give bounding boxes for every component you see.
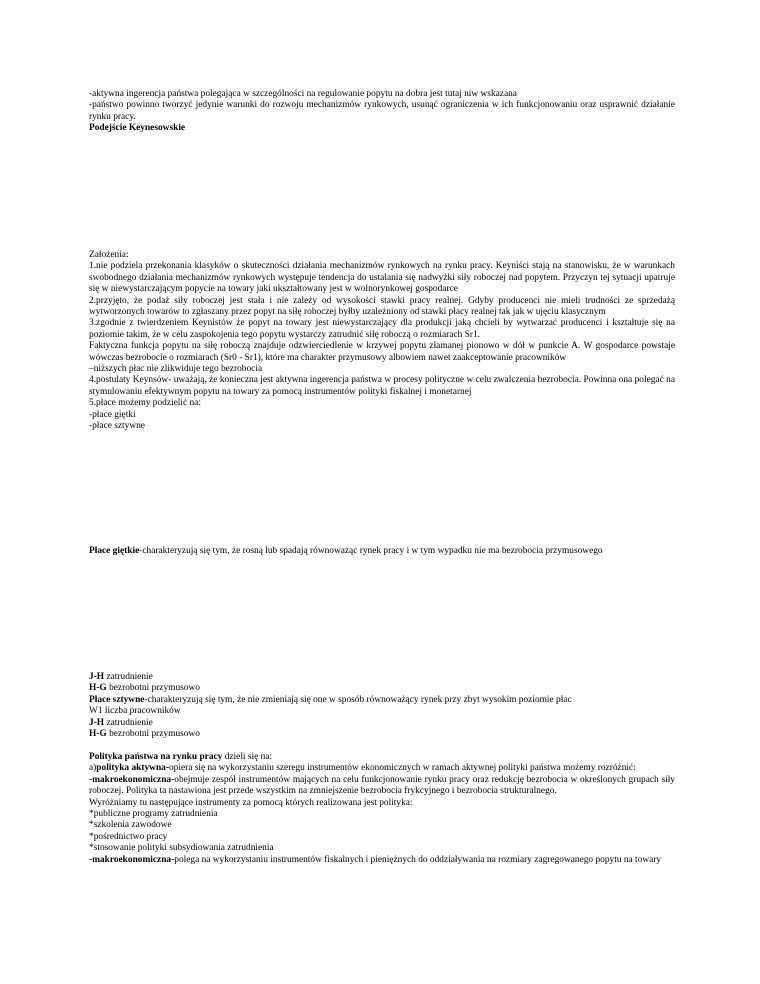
- assumptions-section: [89, 250, 675, 433]
- flexible-wages-term: Płace giętkie: [89, 546, 140, 556]
- flexible-wages-text: -charakteryzują się tym, że rosną lub spadają równoważąc rynek pracy i w tym wypadku nie ma bezrobocia przymusowego: [139, 546, 603, 556]
- policy-section: [89, 752, 675, 866]
- assumption-1: 1.nie podziela przekonania klasyków o skuteczności działania mechanizmów rynkowych na rynku pracy. Keyniści stają na stanowisku, że w warunkach swobodnego działania mechanizmów rynkowych występuje tendencja do ustalania się nadwyżki siły roboczej nad popytem. Przyczyn tej sytuacji upatruje się w niewystarczającym popycie na towary jaki ukształtowany jest w wolnorynkowej gospodarce: [89, 261, 675, 295]
- section-heading-keynes: Podejście Keynesowskie: [89, 123, 186, 134]
- rigid-wages-paragraph: [89, 695, 675, 706]
- assumption-3-continued: Faktyczna funkcja popytu na siłę roboczą znajduje odzwierciedlenie w krzywej popytu złamanej pionowo w dół w punkcie A. W gospodarce powstaje wówczas bezrobocie o rozmiarach (Sr0 - Sr1), które ma charakter przymusowy albowiem nawet zaakceptowanie pracowników: [89, 341, 675, 363]
- intro-section: [89, 89, 675, 135]
- legend-line-unemployed: H-G bezrobotni przymusowo: [89, 683, 200, 694]
- assumption-4: 4.postulaty Keynsów- uważają, że konieczna jest aktywna ingerencja państwa w procesy polityczne w celu zwalczenia bezrobocia. Powinna ona polegać na stymulowaniu efektywnym popytu na towary za pomocą instrumentów polityki fiskalnej i monetarnej: [89, 375, 675, 397]
- intro-line-1: -aktywna ingerencja państwa polegająca w szczególności na regulowanie popytu na dobra jest tutaj niw wskazana: [89, 89, 517, 99]
- policy-heading: Polityka państwa na rynku pracy: [89, 752, 223, 762]
- legend-line-employment: J-H zatrudnienie: [89, 672, 153, 682]
- list-item: *pośrednictwo pracy: [89, 831, 168, 842]
- legend-line-unemployed-2: H-G bezrobotni przymusowo: [89, 729, 200, 740]
- policy-list-intro: Wyróżniamy tu następujące instrumenty za pomocą których realizowana jest polityka:: [89, 797, 413, 808]
- list-item: *publiczne programy zatrudnienia: [89, 809, 218, 820]
- assumption-5: 5.płace możemy podzielić na:: [89, 398, 201, 409]
- intro-line-2: -państwo powinno tworzyć jedynie warunki do rozwoju mechanizmów rynkowych, usunąć ograniczenia w ich funkcjonowaniu oraz usprawnić działanie rynku pracy.: [89, 100, 675, 122]
- rigid-wages-term: Płace sztywne: [89, 694, 145, 705]
- legend-section: [89, 672, 675, 740]
- assumptions-title: Założenia:: [89, 250, 129, 260]
- legend-line-w1: W1 liczba pracowników: [89, 706, 181, 717]
- flexible-wages-paragraph: [89, 546, 675, 557]
- policy-heading-line: Polityka państwa na rynku pracy dzieli się na:: [89, 752, 273, 762]
- rigid-wages-text: -charakteryzują się tym, że nie zmieniają się one w sposób równoważący rynek przy zbyt wysokim poziomie płac: [144, 694, 572, 705]
- policy-active: a)polityka aktywna-opiera się na wykorzystaniu szeregu instrumentów ekonomicznych w ramach aktywnej polityki państwa możemy rozróżnić:: [89, 763, 636, 774]
- assumption-2: 2.przyjęto, że podaż siły roboczej jest stała i nie zależy od wysokości stawki pracy realnej. Gdyby producenci nie mieli trudności ze sprzedażą wytworzonych towarów to zgłaszany przez popyt na siłę roboczej byłby uzależniony od stawki płacy realnej tak jak w ujęciu klasycznym: [89, 295, 675, 318]
- legend-line-employment-2: J-H zatrudnienie: [89, 717, 153, 728]
- list-item: *stosowanie polityki subsydiowania zatrudnienia: [89, 843, 274, 854]
- wage-type-flexible: -płace giętki: [89, 409, 136, 420]
- wage-type-rigid: -płace sztywne: [89, 421, 145, 432]
- assumption-3: 3.zgodnie z twierdzeniem Keynistów że popyt na towary jest niewystarczający dla produkcji jaką chcieli by wytwarzać producenci i kształtuje się na poziomie takim, że w celu zaspokojenia tego popytu wystarczy zatrudnić siłę roboczą o rozmiarach Sr1.: [89, 318, 675, 340]
- policy-micro: -makroekonomiczna-obejmuje zespół instrumentów mających na celu funkcjonowanie rynku pracy oraz redukcję bezrobocia w określonych grupach siły roboczej. Polityka ta nastawiona jest przede wszystkim na zmniejszenie bezrobocia frykcyjnego i bezrobocia strukturalnego.: [89, 774, 675, 797]
- flexible-wages-section: [89, 546, 675, 557]
- assumption-3-tail: –niższych płac nie zlikwiduje tego bezrobocia: [89, 364, 263, 375]
- policy-macro: -makroekonomiczna-polega na wykorzystaniu instrumentów fiskalnych i pieniężnych do oddziaływania na rozmiary zagregowanego popytu na towary: [89, 854, 662, 865]
- list-item: *szkolenia zawodowe: [89, 820, 172, 831]
